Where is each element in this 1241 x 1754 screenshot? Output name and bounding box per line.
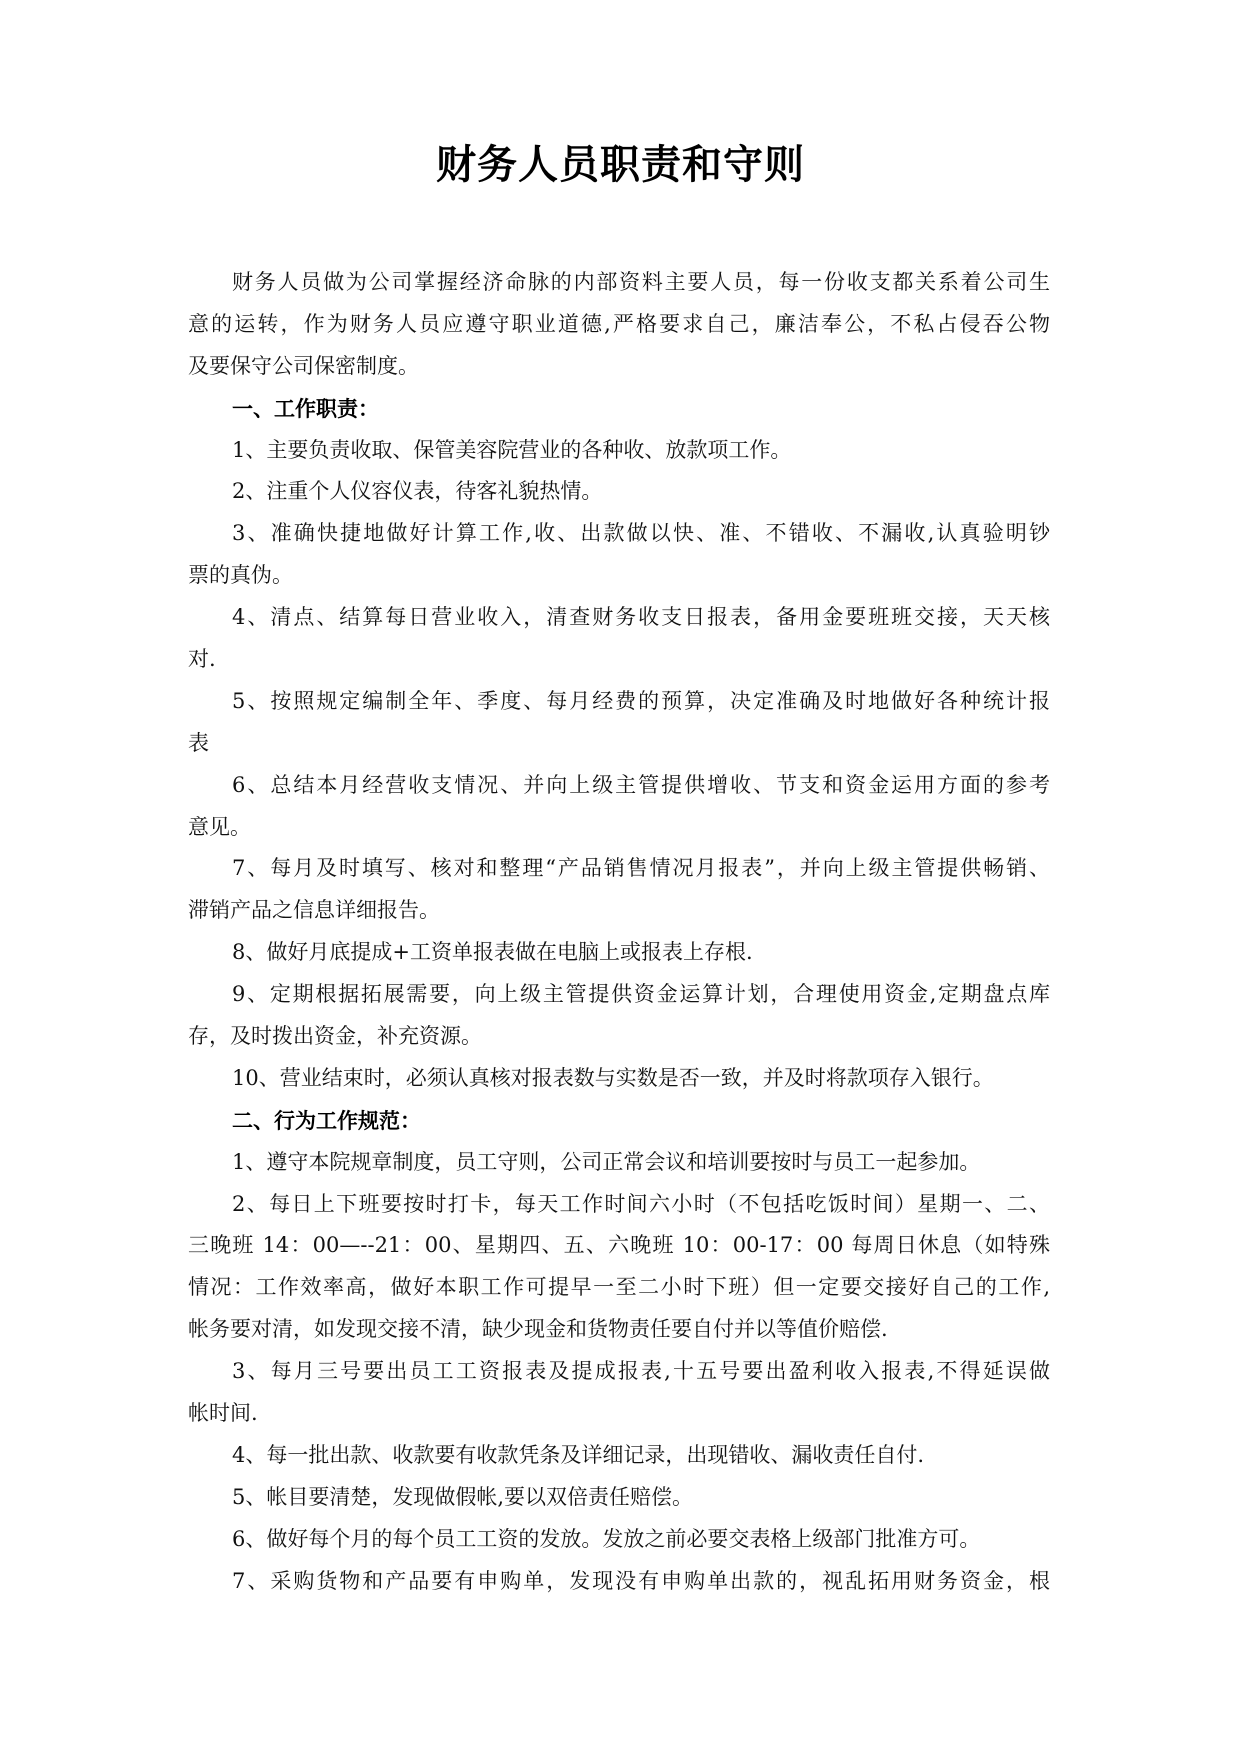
text-line: 存，及时拨出资金，补充资源。 [188,1024,482,1049]
text-line: 4、清点、结算每日营业收入，清查财务收支日报表，备用金要班班交接，天天核 [232,605,1050,630]
text-line: 对. [188,647,216,672]
text-line: 三晚班 14：00—--21：00、星期四、五、六晚班 10：00-17：00 每周日休息（如特殊 [188,1233,1050,1258]
text-line: 2、注重个人仪容仪表，待客礼貌热情。 [232,479,603,504]
text-line: 9、定期根据拓展需要，向上级主管提供资金运算计划，合理使用资金,定期盘点库 [232,982,1050,1007]
section-conduct-rules [188,1100,1050,1603]
list-item [188,513,1050,597]
section-heading: 二、行为工作规范： [232,1107,421,1133]
text-line: 财务人员做为公司掌握经济命脉的内部资料主要人员，每一份收支都关系着公司生 [232,270,1050,294]
text-line: 帐务要对清，如发现交接不清，缺少现金和货物责任要自付并以等值价赔偿. [188,1317,888,1342]
text-line: 3、每月三号要出员工工资报表及提成报表,十五号要出盈利收入报表,不得延误做 [232,1359,1050,1384]
list-item [188,681,1050,765]
list-item [188,1435,1050,1477]
list-item [188,1477,1050,1519]
section-heading: 一、工作职责： [232,395,379,421]
text-line: 5、帐目要清楚，发现做假帐,要以双倍责任赔偿。 [232,1484,694,1509]
list-item [188,471,1050,513]
list-item [188,1142,1050,1184]
list-item [188,430,1050,472]
text-line: 滞销产品之信息详细报告。 [188,898,440,923]
text-line: 6、做好每个月的每个员工工资的发放。发放之前必要交表格上级部门批准方可。 [232,1526,981,1551]
text-line: 8、做好月底提成+工资单报表做在电脑上或报表上存根. [232,940,753,965]
text-line: 帐时间. [188,1401,258,1426]
list-item [188,1184,1050,1352]
list-item [188,597,1050,681]
text-line: 意的运转，作为财务人员应遵守职业道德,严格要求自己，廉洁奉公，不私占侵吞公物 [188,311,1050,336]
text-line: 4、每一批出款、收款要有收款凭条及详细记录，出现错收、漏收责任自付. [232,1442,925,1467]
list-item [188,765,1050,849]
document-title: 财务人员职责和守则 [436,141,805,188]
list-item [188,1561,1050,1603]
text-line: 1、遵守本院规章制度，员工守则，公司正常会议和培训要按时与员工一起参加。 [232,1149,981,1174]
text-line: 2、每日上下班要按时打卡，每天工作时间六小时（不包括吃饭时间）星期一、二、 [232,1191,1050,1216]
intro-paragraph [188,262,1050,388]
text-line: 6、总结本月经营收支情况、并向上级主管提供增收、节支和资金运用方面的参考 [232,772,1050,797]
list-item [188,1351,1050,1435]
text-line: 7、每月及时填写、核对和整理“产品销售情况月报表”，并向上级主管提供畅销、 [232,856,1050,881]
text-line: 票的真伪。 [188,563,293,588]
text-line: 3、准确快捷地做好计算工作,收、出款做以快、准、不错收、不漏收,认真验明钞 [232,521,1050,546]
list-item [188,1519,1050,1561]
text-line: 7、采购货物和产品要有申购单，发现没有申购单出款的，视乱拓用财务资金，根 [232,1568,1050,1593]
text-line: 表 [188,730,209,755]
list-item [188,932,1050,974]
text-line: 1、主要负责收取、保管美容院营业的各种收、放款项工作。 [232,437,792,462]
list-item [188,974,1050,1058]
document-body [188,262,1050,1603]
text-line: 及要保守公司保密制度。 [188,353,419,378]
text-line: 意见。 [188,814,251,839]
text-line: 情况：工作效率高，做好本职工作可提早一至二小时下班）但一定要交接好自己的工作, [188,1275,1050,1300]
list-item [188,848,1050,932]
text-line: 5、按照规定编制全年、季度、每月经费的预算，决定准确及时地做好各种统计报 [232,688,1050,713]
section-work-duties [188,388,1050,1100]
list-item [188,1058,1050,1100]
text-line: 10、营业结束时，必须认真核对报表数与实数是否一致，并及时将款项存入银行。 [232,1065,994,1090]
